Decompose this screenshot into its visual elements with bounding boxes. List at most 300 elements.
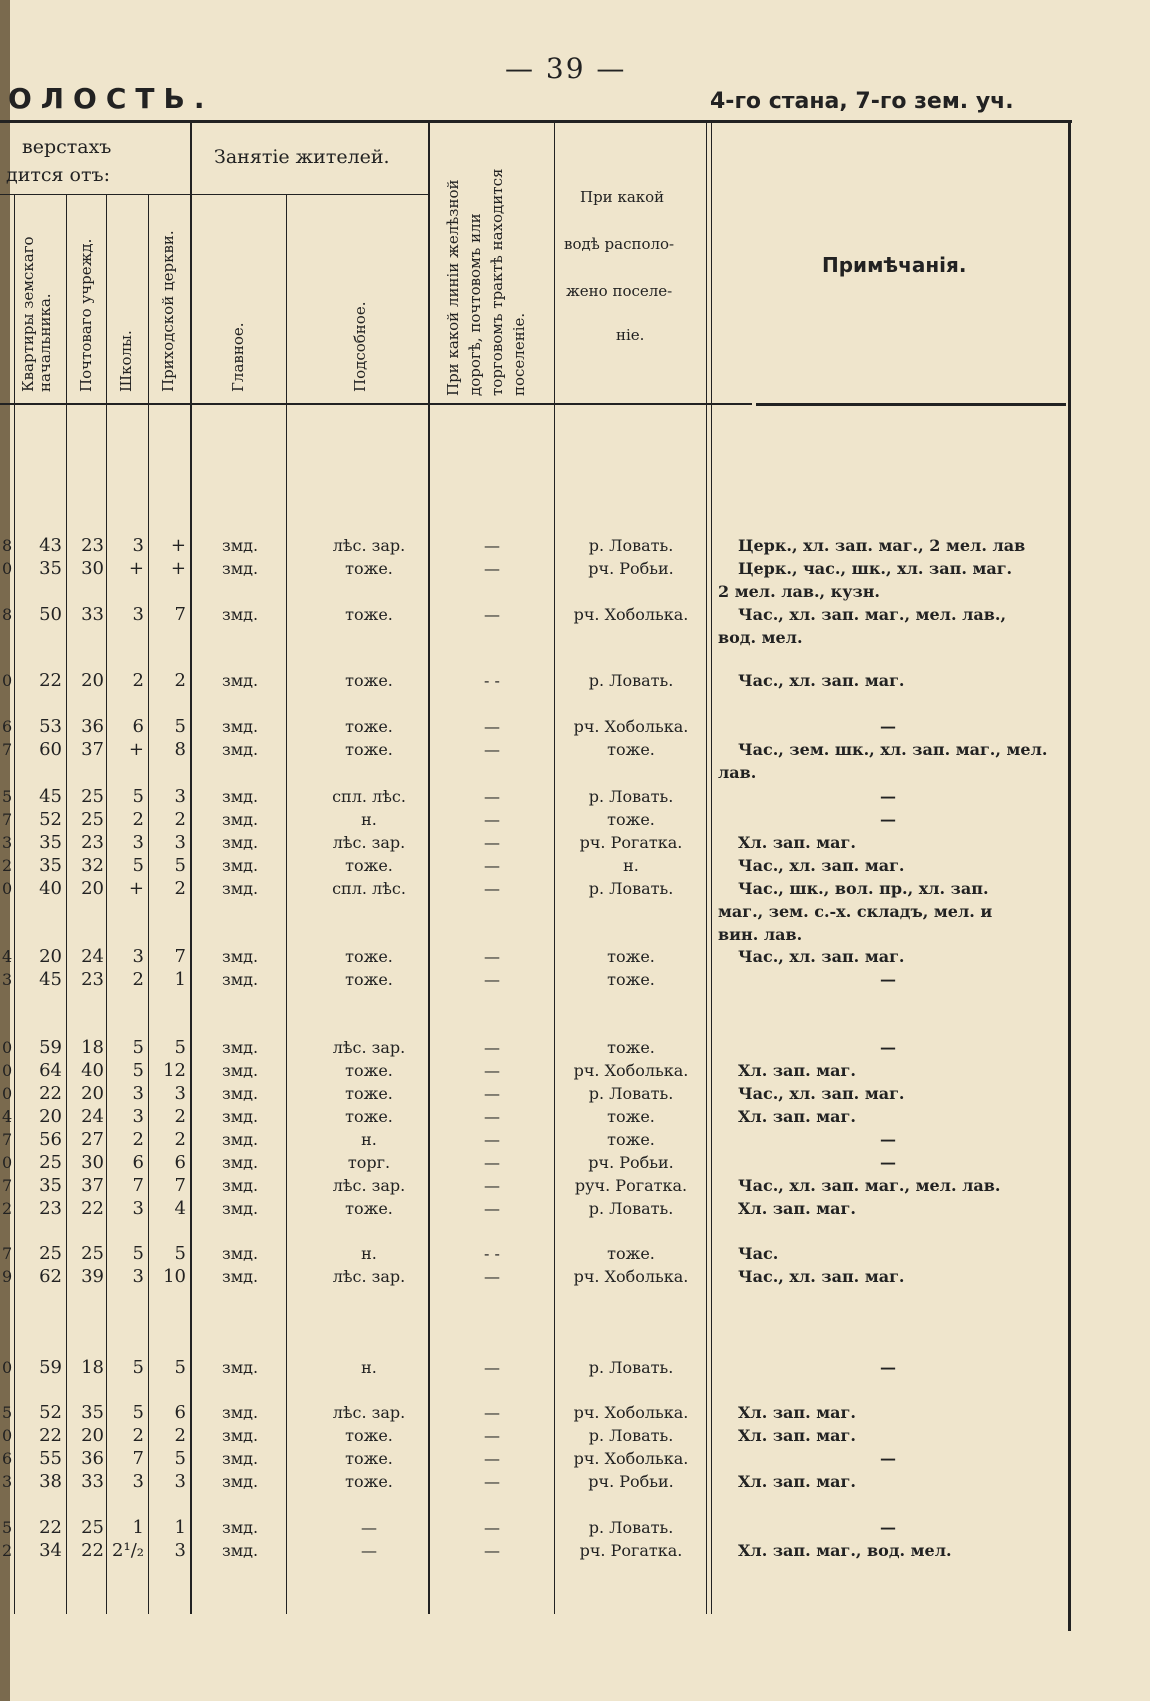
row-edge-digit: 2 — [2, 1199, 13, 1218]
cell-road: — — [484, 1449, 500, 1468]
cell-zemsky-distance: 35 — [39, 558, 62, 579]
row-edge-digit: 6 — [2, 1449, 13, 1468]
col-header-water-4: ніе. — [616, 326, 645, 344]
cell-church-distance: 2 — [174, 1425, 186, 1446]
col-header-zemsky: Квартиры земскаго начальника. — [19, 236, 54, 392]
cell-school-distance: 3 — [132, 1083, 144, 1104]
cell-church-distance: 2 — [174, 670, 186, 691]
cell-school-distance: 7 — [132, 1448, 144, 1469]
col-header-water-1: При какой — [580, 188, 665, 206]
col-header-school: Школы. — [117, 330, 135, 392]
cell-water: рч. Робьи. — [588, 1472, 674, 1491]
cell-note: Час., хл. зап. маг. — [738, 947, 905, 966]
dist-group-header-2: дится отъ: — [6, 164, 110, 186]
cell-main-occupation: змд. — [222, 605, 259, 624]
cell-church-distance: 5 — [174, 716, 186, 737]
cell-school-distance: 5 — [132, 1243, 144, 1264]
cell-school-distance: 2 — [132, 969, 144, 990]
cell-post-distance: 25 — [81, 1517, 104, 1538]
cell-church-distance: 2 — [174, 1106, 186, 1127]
cell-note: Час., хл. зап. маг. — [738, 856, 905, 875]
cell-post-distance: 23 — [81, 535, 104, 556]
col-rule — [190, 123, 192, 1614]
cell-zemsky-distance: 45 — [39, 786, 62, 807]
cell-school-distance: 7 — [132, 1175, 144, 1196]
cell-road: — — [484, 970, 500, 989]
cell-note-cont: 2 мел. лав., кузн. — [718, 582, 880, 601]
cell-school-distance: 2¹/₂ — [112, 1540, 144, 1561]
cell-road: — — [484, 1130, 500, 1149]
cell-road: — — [484, 833, 500, 852]
cell-post-distance: 40 — [81, 1060, 104, 1081]
cell-road: — — [484, 947, 500, 966]
cell-aux-occupation: тоже. — [345, 1449, 393, 1468]
row-edge-digit: 7 — [2, 1176, 13, 1195]
cell-road: — — [484, 1061, 500, 1080]
cell-aux-occupation: тоже. — [345, 970, 393, 989]
row-edge-digit: 7 — [2, 1244, 13, 1263]
cell-school-distance: 3 — [132, 1106, 144, 1127]
cell-note: — — [880, 1153, 896, 1172]
col-rule — [148, 194, 149, 1614]
cell-water: р. Ловать. — [588, 536, 674, 555]
cell-water: рч. Хоболька. — [573, 1403, 689, 1422]
cell-main-occupation: змд. — [222, 559, 259, 578]
cell-church-distance: 3 — [174, 786, 186, 807]
cell-post-distance: 23 — [81, 969, 104, 990]
cell-zemsky-distance: 35 — [39, 832, 62, 853]
cell-aux-occupation: н. — [361, 1130, 377, 1149]
cell-road: — — [484, 740, 500, 759]
cell-main-occupation: змд. — [222, 1267, 259, 1286]
cell-church-distance: 5 — [174, 1448, 186, 1469]
cell-zemsky-distance: 59 — [39, 1357, 62, 1378]
cell-main-occupation: змд. — [222, 1107, 259, 1126]
cell-school-distance: 3 — [132, 946, 144, 967]
row-edge-digit: 8 — [2, 605, 13, 624]
cell-church-distance: 3 — [174, 832, 186, 853]
cell-road: - - — [484, 1244, 500, 1263]
cell-aux-occupation: н. — [361, 1244, 377, 1263]
cell-main-occupation: змд. — [222, 970, 259, 989]
cell-road: - - — [484, 671, 500, 690]
cell-post-distance: 25 — [81, 786, 104, 807]
row-edge-digit: 2 — [2, 1541, 13, 1560]
cell-post-distance: 36 — [81, 716, 104, 737]
cell-zemsky-distance: 34 — [39, 1540, 62, 1561]
cell-note: Хл. зап. маг. — [738, 1199, 856, 1218]
row-edge-digit: 0 — [2, 671, 13, 690]
cell-church-distance: 2 — [174, 878, 186, 899]
cell-school-distance: 3 — [132, 1198, 144, 1219]
cell-school-distance: 2 — [132, 1425, 144, 1446]
cell-school-distance: 6 — [132, 716, 144, 737]
row-edge-digit: 0 — [2, 1061, 13, 1080]
cell-note: Час., зем. шк., хл. зап. маг., мел. — [738, 740, 1048, 759]
cell-post-distance: 37 — [81, 1175, 104, 1196]
cell-main-occupation: змд. — [222, 1472, 259, 1491]
cell-zemsky-distance: 50 — [39, 604, 62, 625]
col-header-notes: Примѣчанія. — [822, 253, 967, 277]
cell-water: рч. Рогатка. — [579, 833, 683, 852]
top-rule — [0, 120, 1072, 123]
cell-church-distance: + — [170, 558, 186, 579]
row-edge-digit: 4 — [2, 1107, 13, 1126]
cell-post-distance: 24 — [81, 946, 104, 967]
cell-water: тоже. — [607, 947, 655, 966]
cell-zemsky-distance: 35 — [39, 1175, 62, 1196]
cell-church-distance: 1 — [174, 1517, 186, 1538]
col-rule — [711, 123, 712, 1614]
cell-post-distance: 30 — [81, 1152, 104, 1173]
col-rule — [106, 194, 107, 1614]
cell-zemsky-distance: 35 — [39, 855, 62, 876]
cell-water: р. Ловать. — [588, 1199, 674, 1218]
cell-main-occupation: змд. — [222, 856, 259, 875]
cell-church-distance: 3 — [174, 1083, 186, 1104]
cell-school-distance: 5 — [132, 1357, 144, 1378]
cell-road: — — [484, 1403, 500, 1422]
cell-water: тоже. — [607, 970, 655, 989]
occupation-group-header: Занятіе жителей. — [214, 146, 390, 168]
cell-post-distance: 25 — [81, 809, 104, 830]
row-edge-digit: 7 — [2, 740, 13, 759]
cell-zemsky-distance: 25 — [39, 1152, 62, 1173]
cell-aux-occupation: — — [361, 1518, 377, 1537]
page-title: ОЛОСТЬ. — [8, 82, 214, 115]
cell-water: р. Ловать. — [588, 1426, 674, 1445]
cell-road: — — [484, 1199, 500, 1218]
dist-subheader-rule — [0, 194, 190, 195]
cell-zemsky-distance: 52 — [39, 809, 62, 830]
cell-water: рч. Хоболька. — [573, 1449, 689, 1468]
cell-main-occupation: змд. — [222, 1358, 259, 1377]
cell-main-occupation: змд. — [222, 879, 259, 898]
cell-water: тоже. — [607, 1038, 655, 1057]
cell-post-distance: 22 — [81, 1540, 104, 1561]
cell-zemsky-distance: 43 — [39, 535, 62, 556]
cell-post-distance: 18 — [81, 1037, 104, 1058]
cell-zemsky-distance: 38 — [39, 1471, 62, 1492]
page-subtitle: 4-го стана, 7-го зем. уч. — [710, 89, 1014, 114]
row-edge-digit: 5 — [2, 1518, 13, 1537]
dist-group-header: верстахъ — [22, 136, 112, 158]
cell-school-distance: 2 — [132, 1129, 144, 1150]
cell-aux-occupation: лѣс. зар. — [332, 833, 406, 852]
col-rule — [14, 194, 15, 1614]
cell-road: — — [484, 1038, 500, 1057]
cell-school-distance: 1 — [132, 1517, 144, 1538]
cell-zemsky-distance: 20 — [39, 946, 62, 967]
cell-main-occupation: змд. — [222, 1176, 259, 1195]
cell-aux-occupation: спл. лѣс. — [332, 787, 406, 806]
cell-aux-occupation: тоже. — [345, 1199, 393, 1218]
cell-post-distance: 20 — [81, 670, 104, 691]
cell-water: тоже. — [607, 1107, 655, 1126]
cell-water: р. Ловать. — [588, 787, 674, 806]
col-header-main: Главное. — [229, 322, 247, 392]
cell-road: — — [484, 1153, 500, 1172]
cell-note: Час., хл. зап. маг. — [738, 671, 905, 690]
cell-road: — — [484, 1358, 500, 1377]
col-header-church: Приходской церкви. — [159, 230, 177, 392]
cell-school-distance: + — [128, 558, 144, 579]
cell-zemsky-distance: 55 — [39, 1448, 62, 1469]
cell-school-distance: 3 — [132, 832, 144, 853]
cell-post-distance: 22 — [81, 1198, 104, 1219]
cell-zemsky-distance: 20 — [39, 1106, 62, 1127]
cell-church-distance: 5 — [174, 1357, 186, 1378]
cell-note-cont: лав. — [718, 763, 757, 782]
cell-note: — — [880, 717, 896, 736]
cell-church-distance: 5 — [174, 1037, 186, 1058]
cell-note: Час., хл. зап. маг. — [738, 1267, 905, 1286]
cell-note: — — [880, 1518, 896, 1537]
cell-school-distance: 5 — [132, 855, 144, 876]
cell-note: — — [880, 1449, 896, 1468]
cell-main-occupation: змд. — [222, 947, 259, 966]
cell-aux-occupation: спл. лѣс. — [332, 879, 406, 898]
cell-aux-occupation: тоже. — [345, 740, 393, 759]
cell-water: тоже. — [607, 810, 655, 829]
row-edge-digit: 0 — [2, 1153, 13, 1172]
cell-aux-occupation: тоже. — [345, 1107, 393, 1126]
cell-school-distance: + — [128, 878, 144, 899]
cell-aux-occupation: торг. — [347, 1153, 391, 1172]
cell-zemsky-distance: 22 — [39, 1425, 62, 1446]
col-rule-right — [1068, 123, 1071, 1631]
row-edge-digit: 0 — [2, 559, 13, 578]
cell-zemsky-distance: 25 — [39, 1243, 62, 1264]
cell-school-distance: 2 — [132, 670, 144, 691]
cell-post-distance: 18 — [81, 1357, 104, 1378]
cell-main-occupation: змд. — [222, 1038, 259, 1057]
cell-road: — — [484, 1541, 500, 1560]
cell-church-distance: 2 — [174, 809, 186, 830]
row-edge-digit: 7 — [2, 1130, 13, 1149]
cell-post-distance: 33 — [81, 1471, 104, 1492]
cell-note: — — [880, 1038, 896, 1057]
cell-church-distance: + — [170, 535, 186, 556]
cell-post-distance: 25 — [81, 1243, 104, 1264]
cell-water: тоже. — [607, 1130, 655, 1149]
cell-main-occupation: змд. — [222, 1403, 259, 1422]
cell-water: р. Ловать. — [588, 1518, 674, 1537]
cell-note: Хл. зап. маг. — [738, 1472, 856, 1491]
cell-church-distance: 3 — [174, 1471, 186, 1492]
cell-post-distance: 39 — [81, 1266, 104, 1287]
cell-school-distance: 5 — [132, 1060, 144, 1081]
cell-church-distance: 3 — [174, 1540, 186, 1561]
cell-note-cont: маг., зем. с.-х. складъ, мел. и — [718, 902, 993, 921]
cell-church-distance: 5 — [174, 855, 186, 876]
cell-post-distance: 23 — [81, 832, 104, 853]
cell-water: рч. Робьи. — [588, 559, 674, 578]
cell-aux-occupation: лѣс. зар. — [332, 1403, 406, 1422]
row-edge-digit: 5 — [2, 787, 13, 806]
cell-post-distance: 20 — [81, 878, 104, 899]
cell-post-distance: 20 — [81, 1425, 104, 1446]
cell-church-distance: 6 — [174, 1402, 186, 1423]
cell-zemsky-distance: 64 — [39, 1060, 62, 1081]
cell-school-distance: 5 — [132, 1402, 144, 1423]
cell-aux-occupation: — — [361, 1541, 377, 1560]
cell-road: — — [484, 1176, 500, 1195]
cell-main-occupation: змд. — [222, 1518, 259, 1537]
cell-zemsky-distance: 53 — [39, 716, 62, 737]
row-edge-digit: 7 — [2, 810, 13, 829]
cell-church-distance: 8 — [174, 739, 186, 760]
cell-road: — — [484, 717, 500, 736]
col-header-water-2: водѣ располо- — [564, 235, 675, 253]
cell-note: Час., шк., вол. пр., хл. зап. — [738, 879, 989, 898]
cell-note: Хл. зап. маг. — [738, 1061, 856, 1080]
row-edge-digit: 8 — [2, 536, 13, 555]
cell-aux-occupation: тоже. — [345, 559, 393, 578]
col-rule — [286, 194, 287, 1614]
cell-zemsky-distance: 56 — [39, 1129, 62, 1150]
cell-zemsky-distance: 60 — [39, 739, 62, 760]
cell-water: рч. Рогатка. — [579, 1541, 683, 1560]
cell-water: тоже. — [607, 1244, 655, 1263]
cell-post-distance: 33 — [81, 604, 104, 625]
col-header-aux: Подсобное. — [351, 301, 369, 392]
row-edge-digit: 3 — [2, 833, 13, 852]
cell-road: — — [484, 1518, 500, 1537]
cell-water: рч. Робьи. — [588, 1153, 674, 1172]
cell-aux-occupation: тоже. — [345, 605, 393, 624]
col-header-road: При какой линіи желѣзной дорогѣ, почтовомъ или торговомъ трактѣ находится поселеніе. — [444, 168, 528, 396]
cell-school-distance: + — [128, 739, 144, 760]
cell-water: р. Ловать. — [588, 671, 674, 690]
cell-aux-occupation: лѣс. зар. — [332, 1267, 406, 1286]
cell-road: — — [484, 787, 500, 806]
cell-post-distance: 27 — [81, 1129, 104, 1150]
page-number: — 39 — — [505, 52, 627, 85]
cell-note: Хл. зап. маг. — [738, 1107, 856, 1126]
cell-church-distance: 7 — [174, 1175, 186, 1196]
cell-aux-occupation: лѣс. зар. — [332, 536, 406, 555]
cell-water: р. Ловать. — [588, 1358, 674, 1377]
cell-road: — — [484, 1107, 500, 1126]
cell-main-occupation: змд. — [222, 787, 259, 806]
cell-note: Час. — [738, 1244, 779, 1263]
cell-road: — — [484, 559, 500, 578]
cell-main-occupation: змд. — [222, 810, 259, 829]
cell-zemsky-distance: 40 — [39, 878, 62, 899]
cell-zemsky-distance: 62 — [39, 1266, 62, 1287]
col-header-post: Почтоваго учрежд. — [77, 238, 95, 392]
cell-aux-occupation: тоже. — [345, 1084, 393, 1103]
cell-note: Хл. зап. маг., вод. мел. — [738, 1541, 952, 1560]
cell-main-occupation: змд. — [222, 833, 259, 852]
cell-school-distance: 2 — [132, 809, 144, 830]
cell-church-distance: 1 — [174, 969, 186, 990]
cell-main-occupation: змд. — [222, 536, 259, 555]
cell-road: — — [484, 856, 500, 875]
row-edge-digit: 2 — [2, 856, 13, 875]
cell-water: рч. Хоболька. — [573, 1061, 689, 1080]
cell-main-occupation: змд. — [222, 1449, 259, 1468]
col-rule — [428, 123, 430, 1614]
cell-church-distance: 5 — [174, 1243, 186, 1264]
cell-note-cont: вин. лав. — [718, 925, 803, 944]
col-rule — [554, 123, 555, 1614]
cell-note: — — [880, 1358, 896, 1377]
row-edge-digit: 0 — [2, 1426, 13, 1445]
cell-note: Хл. зап. маг. — [738, 1403, 856, 1422]
cell-note: Час., хл. зап. маг., мел. лав., — [738, 605, 1007, 624]
cell-church-distance: 7 — [174, 604, 186, 625]
cell-aux-occupation: тоже. — [345, 717, 393, 736]
cell-road: — — [484, 605, 500, 624]
cell-note: — — [880, 970, 896, 989]
cell-school-distance: 5 — [132, 786, 144, 807]
cell-note: — — [880, 1130, 896, 1149]
cell-zemsky-distance: 23 — [39, 1198, 62, 1219]
cell-church-distance: 2 — [174, 1129, 186, 1150]
cell-main-occupation: змд. — [222, 1244, 259, 1263]
cell-water: р. Ловать. — [588, 1084, 674, 1103]
cell-road: — — [484, 536, 500, 555]
cell-school-distance: 6 — [132, 1152, 144, 1173]
cell-note: — — [880, 787, 896, 806]
row-edge-digit: 0 — [2, 1084, 13, 1103]
row-edge-digit: 0 — [2, 879, 13, 898]
cell-main-occupation: змд. — [222, 1061, 259, 1080]
cell-aux-occupation: лѣс. зар. — [332, 1176, 406, 1195]
cell-aux-occupation: тоже. — [345, 1472, 393, 1491]
cell-post-distance: 35 — [81, 1402, 104, 1423]
cell-church-distance: 7 — [174, 946, 186, 967]
cell-aux-occupation: н. — [361, 810, 377, 829]
cell-water: рч. Хоболька. — [573, 605, 689, 624]
cell-main-occupation: змд. — [222, 1153, 259, 1172]
row-edge-digit: 0 — [2, 1358, 13, 1377]
cell-zemsky-distance: 59 — [39, 1037, 62, 1058]
row-edge-digit: 9 — [2, 1267, 13, 1286]
cell-water: рч. Хоболька. — [573, 1267, 689, 1286]
cell-church-distance: 6 — [174, 1152, 186, 1173]
cell-zemsky-distance: 22 — [39, 1517, 62, 1538]
cell-note: Хл. зап. маг. — [738, 833, 856, 852]
cell-note: Хл. зап. маг. — [738, 1426, 856, 1445]
col-rule — [66, 194, 67, 1614]
cell-note: — — [880, 810, 896, 829]
cell-main-occupation: змд. — [222, 671, 259, 690]
cell-school-distance: 5 — [132, 1037, 144, 1058]
header-bottom-rule-notes — [756, 403, 1066, 406]
cell-water: р. Ловать. — [588, 879, 674, 898]
cell-zemsky-distance: 22 — [39, 670, 62, 691]
cell-church-distance: 4 — [174, 1198, 186, 1219]
cell-zemsky-distance: 22 — [39, 1083, 62, 1104]
cell-main-occupation: змд. — [222, 1541, 259, 1560]
header-bottom-rule — [0, 403, 752, 405]
cell-school-distance: 3 — [132, 1471, 144, 1492]
col-rule — [706, 123, 707, 1614]
row-edge-digit: 0 — [2, 1038, 13, 1057]
cell-main-occupation: змд. — [222, 1084, 259, 1103]
cell-aux-occupation: тоже. — [345, 1061, 393, 1080]
cell-road: — — [484, 1084, 500, 1103]
cell-road: — — [484, 1267, 500, 1286]
cell-main-occupation: змд. — [222, 1426, 259, 1445]
cell-note: Час., хл. зап. маг. — [738, 1084, 905, 1103]
cell-aux-occupation: тоже. — [345, 856, 393, 875]
cell-road: — — [484, 1472, 500, 1491]
cell-water: тоже. — [607, 740, 655, 759]
